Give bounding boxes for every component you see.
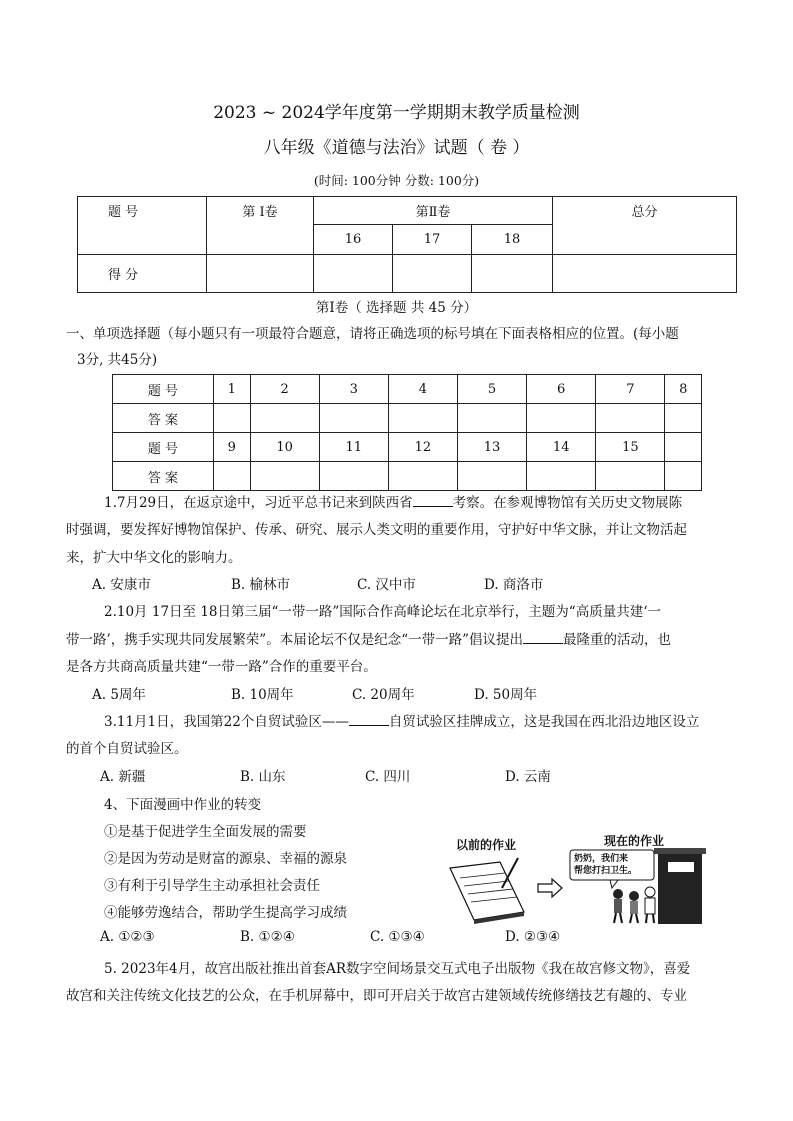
section-title: 第Ⅰ卷（ 选择题 共 45 分） <box>315 300 478 316</box>
instruction: 3分, 共45分) <box>77 352 158 368</box>
answer-cell[interactable] <box>596 462 665 491</box>
cell-label: 答 案 <box>113 462 214 491</box>
q4-item: ②是因为劳动是财富的源泉、幸福的源泉 <box>104 851 347 867</box>
homework-cartoon <box>440 828 740 928</box>
q2-line <box>66 628 671 648</box>
answer-cell[interactable] <box>214 462 251 491</box>
answer-table <box>112 374 702 491</box>
q1-line: 来，扩大中华文化的影响力。 <box>66 550 242 566</box>
q2-line: 是各方共商高质量共建“一带一路”合作的重要平台。 <box>66 659 377 675</box>
exam-subtitle: 八年级《道德与法治》试题（ 卷 ） <box>263 138 530 158</box>
answer-cell[interactable] <box>388 462 457 491</box>
answer-cell[interactable] <box>665 462 702 491</box>
speech-line: 奶奶，我们来 <box>574 854 629 864</box>
q3-option[interactable]: A. 新疆 <box>100 769 146 785</box>
cell-sub: 16 <box>314 225 393 255</box>
q1-option[interactable]: C. 汉中市 <box>357 577 416 593</box>
q5-line: 5. 2023年4月，故宫出版社推出首套AR数字空间场景交互式电子出版物《我在故宫修文物》，喜爱 <box>104 961 691 977</box>
q3-line: 的首个自贸试验区。 <box>66 741 188 757</box>
answer-cell[interactable] <box>319 404 388 433</box>
answer-cell[interactable] <box>596 404 665 433</box>
answer-blank[interactable] <box>523 633 563 644</box>
cell-header: 总分 <box>553 197 737 255</box>
cell-qnum: 1 <box>214 375 251 404</box>
q4-item: ①是基于促进学生全面发展的需要 <box>104 824 307 840</box>
answer-cell[interactable] <box>388 404 457 433</box>
time-info: (时间: 100分钟 分数: 100分) <box>313 173 480 188</box>
answer-cell[interactable] <box>214 404 251 433</box>
cell-qnum: 12 <box>388 433 457 462</box>
cell-label: 得 分 <box>78 255 207 293</box>
score-cell[interactable] <box>553 255 737 293</box>
cell-label: 题 号 <box>113 375 214 404</box>
cell-sub: 18 <box>472 225 553 255</box>
cell-qnum: 11 <box>319 433 388 462</box>
instruction: 一、单项选择题（每小题只有一项最符合题意，请将正确选项的标号填在下面表格相应的位置。(每小题 <box>66 326 679 342</box>
answer-blank[interactable] <box>413 496 453 507</box>
q4-option[interactable]: A. ①②③ <box>100 929 155 945</box>
cartoon-drawing <box>440 828 740 928</box>
cell-qnum: 3 <box>319 375 388 404</box>
score-cell[interactable] <box>207 255 314 293</box>
q4-option[interactable]: C. ①③④ <box>370 929 425 945</box>
cell-qnum: 15 <box>596 433 665 462</box>
cell-qnum: 6 <box>527 375 596 404</box>
cell-header: 题 号 <box>78 197 207 255</box>
answer-cell[interactable] <box>319 462 388 491</box>
q2-option[interactable]: A. 5周年 <box>92 687 146 703</box>
answer-cell[interactable] <box>457 462 526 491</box>
q4-stem: 4、下面漫画中作业的转变 <box>104 797 262 813</box>
speech-line: 帮您打扫卫生。 <box>574 866 638 876</box>
q3-option[interactable]: D. 云南 <box>505 769 551 785</box>
answer-cell[interactable] <box>527 404 596 433</box>
house-icon <box>654 848 706 924</box>
cell-qnum: 7 <box>596 375 665 404</box>
cell-label: 题 号 <box>113 433 214 462</box>
score-cell[interactable] <box>314 255 393 293</box>
cell-qnum: 14 <box>527 433 596 462</box>
cell-header: 第 Ⅰ卷 <box>207 197 314 255</box>
q4-option[interactable]: B. ①②④ <box>240 929 295 945</box>
q2-option[interactable]: B. 10周年 <box>231 687 294 703</box>
cell-qnum: 8 <box>665 375 702 404</box>
cell-qnum: 13 <box>457 433 526 462</box>
answer-cell[interactable] <box>527 462 596 491</box>
score-table <box>77 196 737 293</box>
cell-qnum: 10 <box>250 433 319 462</box>
q2-line: 2.10月 17日至 18日第三届“一带一路”国际合作高峰论坛在北京举行，主题为“高质量共建‘一 <box>104 604 661 620</box>
answer-cell[interactable] <box>457 404 526 433</box>
cell-qnum <box>665 433 702 462</box>
score-cell[interactable] <box>472 255 553 293</box>
q4-option[interactable]: D. ②③④ <box>505 929 561 945</box>
q3-text: 3.11月1日，我国第22个自贸试验区—— <box>104 714 349 730</box>
q1-text: 考察。在参观博物馆有关历史文物展陈 <box>452 495 683 511</box>
q1-option[interactable]: B. 榆林市 <box>231 577 291 593</box>
q3-option[interactable]: B. 山东 <box>240 769 286 785</box>
cell-qnum: 5 <box>457 375 526 404</box>
q1-option[interactable]: D. 商洛市 <box>484 577 544 593</box>
answer-cell[interactable] <box>665 404 702 433</box>
exam-title: 2023 ~ 2024学年度第一学期期末教学质量检测 <box>213 103 580 123</box>
q4-item: ③有利于引导学生主动承担社会责任 <box>104 878 320 894</box>
answer-blank[interactable] <box>349 715 389 726</box>
score-cell[interactable] <box>393 255 472 293</box>
children-icon <box>613 887 655 923</box>
q1-line: 时强调，要发挥好博物馆保护、传承、研究、展示人类文明的重要作用，守护好中华文脉，并让文物活起 <box>66 522 687 538</box>
q3-option[interactable]: C. 四川 <box>365 769 411 785</box>
cartoon-right-label: 现在的作业 <box>604 834 665 848</box>
q1-text: 1.7月29日，在返京途中，习近平总书记来到陕西省 <box>104 495 413 511</box>
q1-line <box>104 491 682 511</box>
speech-text <box>574 853 637 877</box>
q2-text: 带一路’，携手实现共同发展繁荣”。本届论坛不仅是纪念“一带一路”倡议提出 <box>66 632 523 648</box>
q2-option[interactable]: D. 50周年 <box>474 687 538 703</box>
cell-sub: 17 <box>393 225 472 255</box>
cell-qnum: 2 <box>250 375 319 404</box>
q3-line <box>104 710 699 730</box>
q2-option[interactable]: C. 20周年 <box>352 687 415 703</box>
answer-cell[interactable] <box>250 404 319 433</box>
q2-text: 最隆重的活动，也 <box>563 632 671 648</box>
q5-line: 故宫和关注传统文化技艺的公众，在手机屏幕中，即可开启关于故宫古建领域传统修缮技艺有趣的、专业 <box>66 988 687 1004</box>
cell-qnum: 9 <box>214 433 251 462</box>
q4-item: ④能够劳逸结合，帮助学生提高学习成绩 <box>104 905 347 921</box>
cartoon-left-label: 以前的作业 <box>456 838 517 852</box>
homework-book-icon <box>450 858 524 924</box>
answer-cell[interactable] <box>250 462 319 491</box>
q3-text: 自贸试验区挂牌成立，这是我国在西北沿边地区设立 <box>388 714 700 730</box>
q1-option[interactable]: A. 安康市 <box>92 577 151 593</box>
cell-header: 第Ⅱ卷 <box>314 197 553 225</box>
cell-label: 答 案 <box>113 404 214 433</box>
arrow-right-icon <box>538 879 562 897</box>
cell-qnum: 4 <box>388 375 457 404</box>
